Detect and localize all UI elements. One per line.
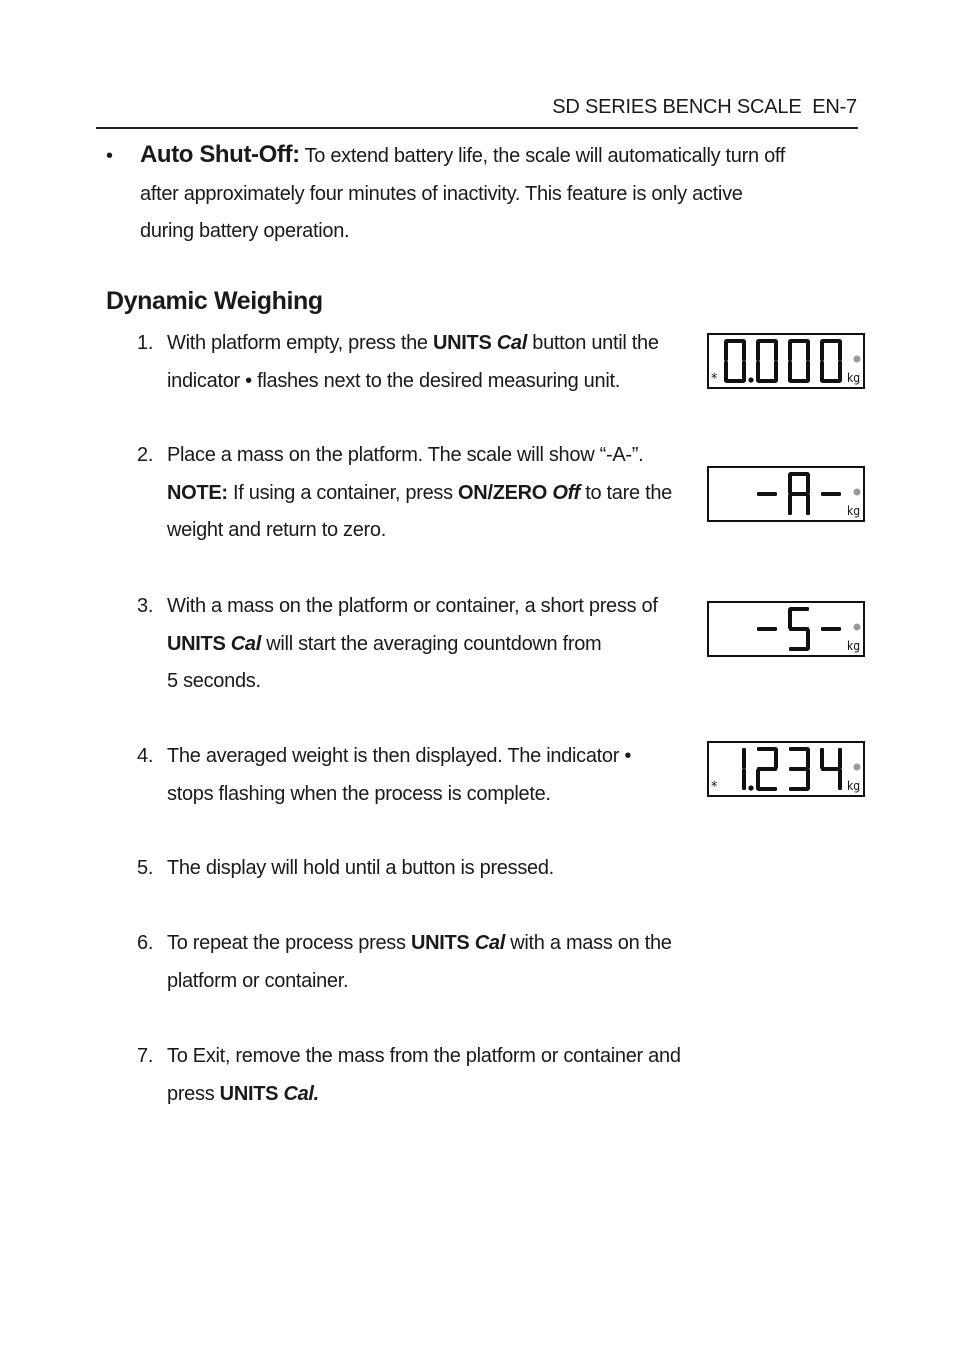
lcd-segment [789, 787, 809, 791]
step-text-part: button until the [532, 332, 659, 354]
unit-label: kg [847, 504, 861, 518]
auto-shutoff-line3: during battery operation. [140, 220, 350, 242]
unit-indicator-dot-icon [854, 356, 861, 363]
lcd-segment [821, 627, 841, 631]
lcd-segment [838, 361, 842, 382]
lcd-segment [806, 629, 810, 650]
lcd-segment [774, 361, 778, 382]
off-label: Off [552, 481, 580, 504]
step-text-line: weight and return to zero. [167, 519, 386, 541]
step-text-line: To Exit, remove the mass from the platform or container and [167, 1045, 681, 1067]
lcd-segment [806, 361, 810, 382]
lcd-segment [756, 361, 760, 382]
auto-shutoff-paragraph [140, 136, 840, 251]
note-label: NOTE: [167, 481, 228, 504]
page-header [552, 96, 857, 119]
lcd-segment [756, 769, 760, 790]
units-label: UNITS [167, 632, 226, 655]
lcd-segment [757, 787, 777, 791]
lcd-svg [707, 333, 865, 389]
decimal-point [748, 377, 753, 382]
lcd-display-countdown [707, 601, 865, 657]
step-text [167, 437, 707, 550]
lcd-segment [820, 361, 824, 382]
lcd-segment [757, 492, 777, 496]
unit-indicator-dot-icon [854, 489, 861, 496]
step-number: 1. [137, 332, 154, 354]
step-text-line: Place a mass on the platform. The scale will show “-A-”. [167, 444, 644, 466]
step-number: 4. [137, 745, 154, 767]
step-number: 7. [137, 1045, 154, 1067]
stable-indicator-icon: * [711, 371, 718, 387]
lcd-segment [756, 340, 760, 361]
section-title: Dynamic Weighing [106, 287, 323, 315]
lcd-segment [742, 769, 746, 790]
lcd-segment [774, 748, 778, 769]
lcd-display-a [707, 466, 865, 522]
units-label: UNITS [410, 932, 470, 954]
unit-label: kg [847, 779, 861, 793]
lcd-svg [707, 466, 865, 522]
step-text-part: press [167, 1082, 220, 1105]
unit-indicator-dot-icon [854, 764, 861, 771]
lcd-segment [774, 340, 778, 361]
step-text-line: indicator • flashes next to the desired measuring unit. [167, 369, 620, 392]
lcd-segment [742, 340, 746, 361]
units-label: UNITS [432, 332, 492, 354]
lcd-segment [724, 340, 728, 361]
lcd-segment [788, 473, 792, 494]
header-page-number: EN-7 [812, 96, 857, 118]
lcd-segment [788, 340, 792, 361]
step-text-part: With platform empty, press the [167, 332, 433, 354]
step-text [167, 925, 707, 1000]
step-text-line: The averaged weight is then displayed. The indicator • [167, 745, 632, 767]
lcd-segment [820, 748, 824, 769]
lcd-segment [806, 748, 810, 769]
lcd-segment [806, 769, 810, 790]
lcd-segment [820, 340, 824, 361]
lcd-segment [789, 492, 809, 496]
step-number: 6. [137, 932, 154, 954]
step-number: 3. [137, 595, 154, 617]
cal-label: Cal. [283, 1082, 319, 1105]
lcd-segment [838, 340, 842, 361]
lcd-segment [806, 473, 810, 494]
bullet-icon: • [106, 145, 114, 167]
step-number: 2. [137, 444, 154, 466]
units-label: UNITS [219, 1082, 279, 1105]
step-text-line: platform or container. [167, 969, 349, 992]
stable-indicator-icon: * [711, 779, 718, 795]
step-text-part: with a mass on the [504, 932, 672, 954]
unit-indicator-dot-icon [854, 624, 861, 631]
lcd-segment [821, 492, 841, 496]
auto-shutoff-title: Auto Shut-Off: [140, 141, 300, 168]
step-text-part: If using a container, press [227, 481, 459, 504]
lcd-segment [724, 361, 728, 382]
auto-shutoff-line1: To extend battery life, the scale will automatically turn off [304, 145, 786, 167]
lcd-svg [707, 741, 865, 797]
cal-label: Cal [230, 632, 262, 655]
step-text [167, 738, 707, 813]
lcd-segment [788, 608, 792, 629]
lcd-segment [789, 647, 809, 651]
lcd-segment [806, 494, 810, 515]
unit-label: kg [847, 639, 861, 653]
lcd-segment [742, 361, 746, 382]
cal-label: Cal [474, 932, 505, 954]
step-text-line: The display will hold until a button is pressed. [167, 857, 554, 879]
step-text-part: To repeat the process press [167, 932, 411, 954]
lcd-display-result [707, 741, 865, 797]
unit-label: kg [847, 371, 861, 385]
lcd-segment [788, 361, 792, 382]
step-text [167, 588, 707, 701]
decimal-point [748, 785, 753, 790]
lcd-segment [838, 748, 842, 769]
step-text [167, 850, 707, 888]
header-title: SD SERIES BENCH SCALE [552, 96, 802, 118]
step-text-part: to tare the [579, 481, 672, 504]
on-zero-label: ON/ZERO [458, 481, 548, 504]
cal-label: Cal [496, 332, 527, 354]
step-text-line: 5 seconds. [167, 670, 261, 692]
step-text-part: will start the averaging countdown from [261, 632, 602, 655]
lcd-segment [757, 627, 777, 631]
step-text-line: stops flashing when the process is complete. [167, 782, 551, 805]
lcd-segment [742, 748, 746, 769]
step-text-line: With a mass on the platform or container, a short press of [167, 595, 658, 617]
step-number: 5. [137, 857, 154, 879]
lcd-segment [788, 494, 792, 515]
step-text [167, 1038, 727, 1113]
lcd-segment [806, 340, 810, 361]
lcd-segment [838, 769, 842, 790]
lcd-svg [707, 601, 865, 657]
step-text [167, 325, 707, 400]
auto-shutoff-line2: after approximately four minutes of inactivity. This feature is only active [140, 182, 743, 205]
header-rule [96, 127, 858, 129]
lcd-display-zero [707, 333, 865, 389]
